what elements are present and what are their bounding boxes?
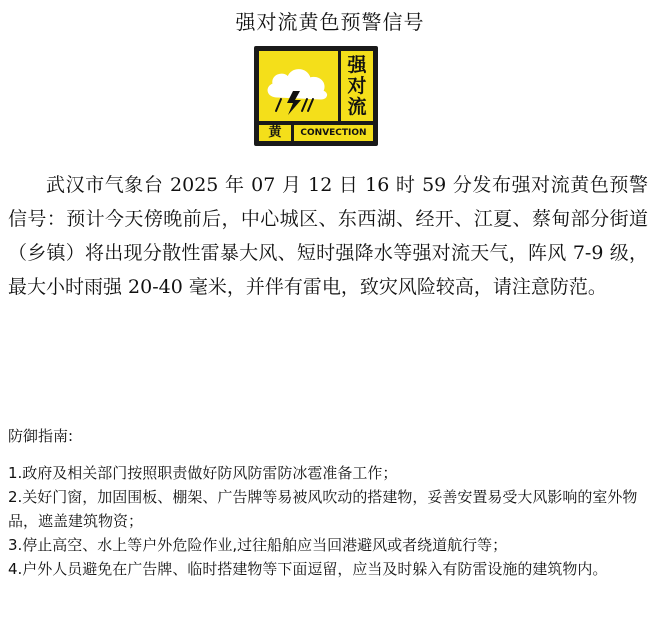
warning-badge (254, 46, 378, 146)
badge-icon-panel (259, 51, 338, 121)
badge-char: 流 (347, 95, 367, 118)
guide-item: 4.户外人员避免在广告牌、临时搭建物等下面逗留，应当及时躲入有防雷设施的建筑物内。 (8, 560, 608, 578)
badge-level-label: 黄 (259, 125, 291, 141)
guide-item: 3.停止高空、水上等户外危险作业,过往船舶应当回港避风或者绕道航行等； (8, 536, 508, 554)
badge-char: 对 (347, 74, 367, 97)
badge-side-label (341, 51, 373, 121)
badge-english-label: CONVECTION (294, 125, 373, 141)
defense-guide (8, 425, 652, 581)
guide-item: 2.关好门窗，加固围板、棚架、广告牌等易被风吹动的搭建物，妥善安置易受大风影响的室外物品，遮盖建筑物资； (8, 488, 638, 530)
page-title: 强对流黄色预警信号 (235, 10, 425, 34)
guide-item: 1.政府及相关部门按照职责做好防风防雷防冰雹准备工作； (8, 464, 398, 482)
guide-title: 防御指南: (8, 427, 74, 445)
guide-list (8, 461, 652, 581)
storm-cloud-lightning-icon (259, 51, 338, 121)
badge-char: 强 (347, 53, 367, 76)
warning-notice-text: 武汉市气象台 2025 年 07 月 12 日 16 时 59 分发布强对流黄色预警信号：预计今天傍晚前后，中心城区、东西湖、经开、江夏、蔡甸部分街道（乡镇）将出现分散性雷暴大风、短时强降水等强对流天气，阵风 7-9 级，最大小时雨强 20-40 毫米，并伴有雷电，致灾风险较高，请注意防范。 (8, 174, 648, 298)
